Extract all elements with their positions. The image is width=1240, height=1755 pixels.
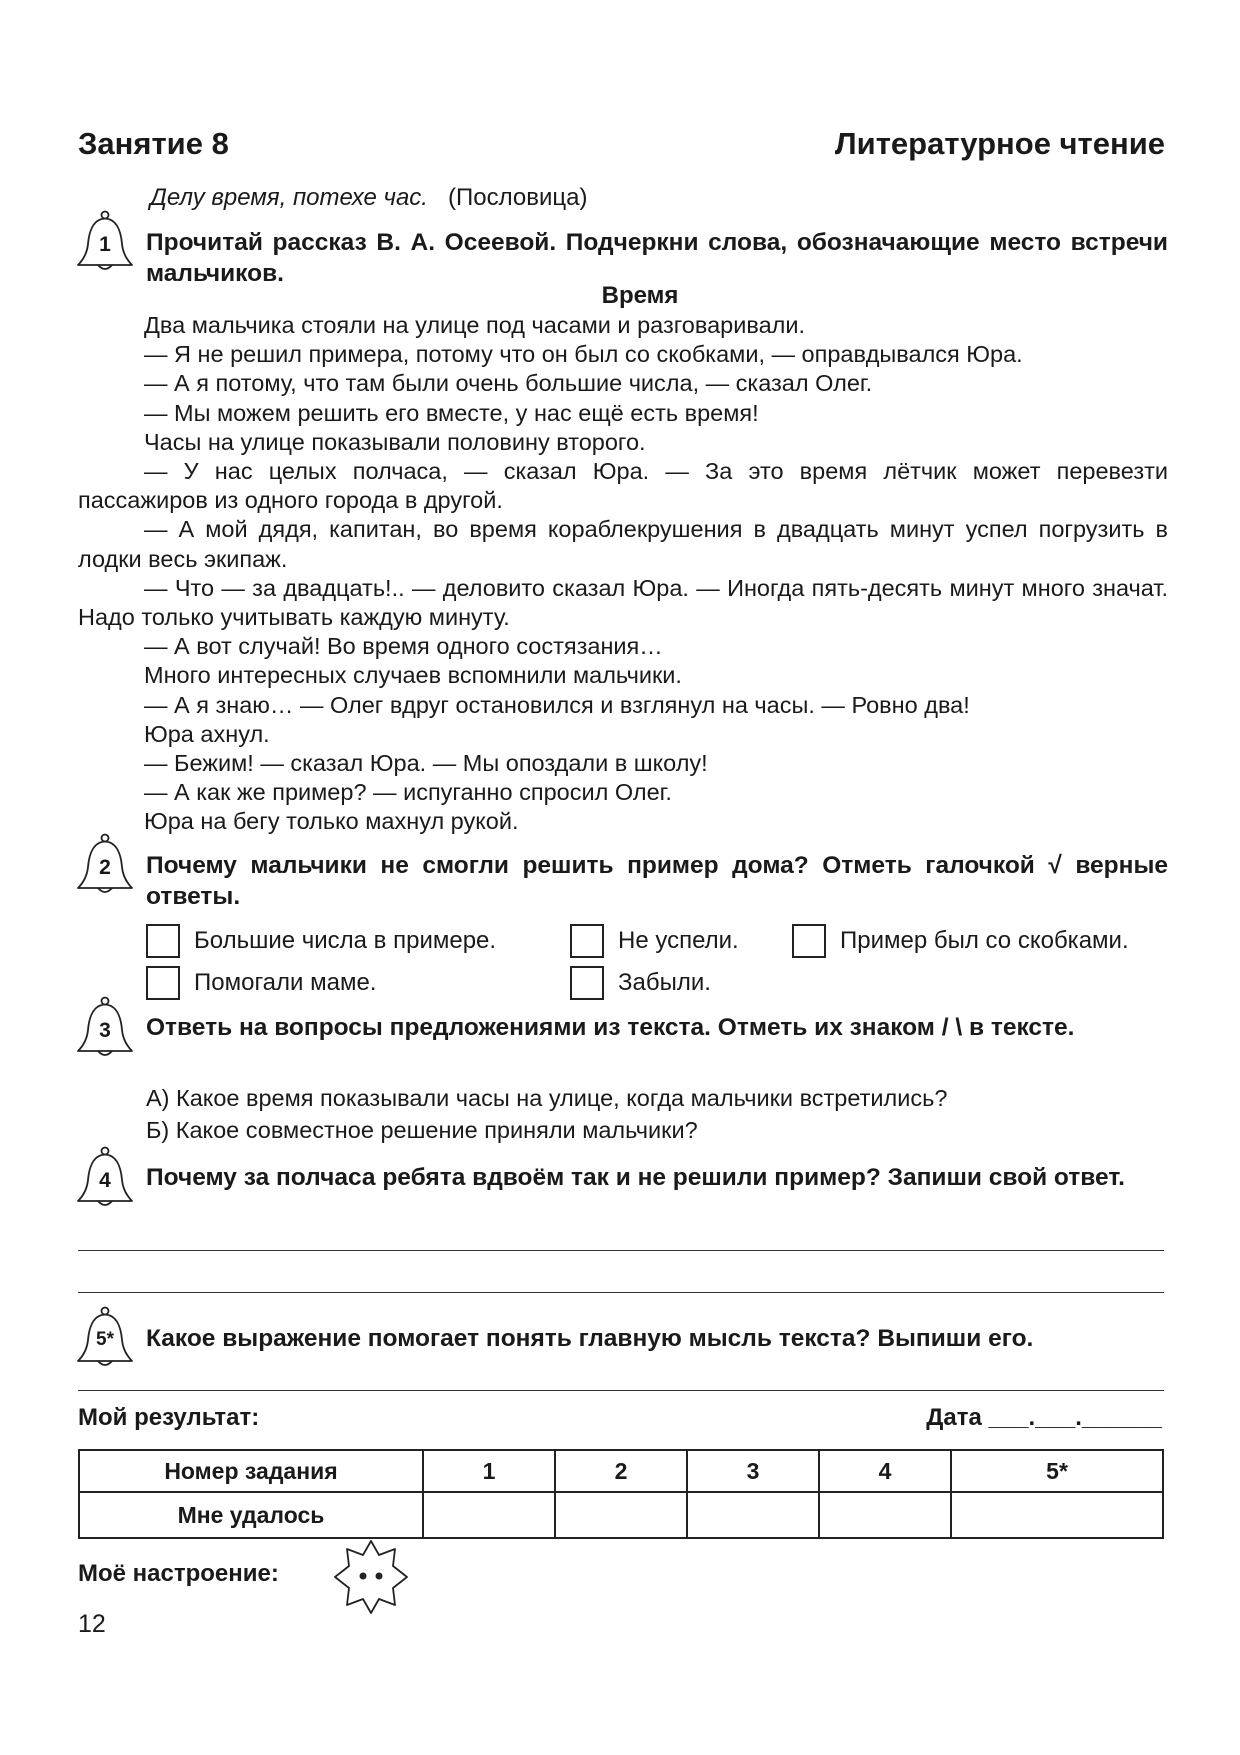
task-5-text: Какое выражение помогает понять главную мысль текста? Выпиши его. (146, 1325, 1034, 1352)
task-4-text: Почему за полчаса ребята вдвоём так и не решили пример? Запиши свой ответ. (146, 1164, 1125, 1191)
story-paragraph: Два мальчика стояли на улице под часами и разговаривали. (144, 312, 806, 338)
table-header-cell: 2 (555, 1450, 687, 1492)
story-paragraph: — А как же пример? — испуганно спросил Олег. (144, 779, 672, 806)
answer-line[interactable] (78, 1250, 1164, 1251)
story-paragraph: Юра на бегу только махнул рукой. (144, 808, 519, 835)
story-paragraph: — У нас целых полчаса, — сказал Юра. — За это время лётчик может перевезти пассажиров из одного города в другой. (78, 458, 1168, 514)
lesson-title: Занятие 8 (78, 126, 229, 161)
checkbox[interactable] (792, 924, 826, 958)
option-1[interactable]: Большие числа в примере. (146, 924, 496, 958)
question-b: Б) Какое совместное решение приняли мальчики? (146, 1117, 698, 1143)
story-paragraph: — А мой дядя, капитан, во время кораблекрушения в двадцать минут успел погрузить в лодки весь экипаж. (78, 516, 1168, 572)
task-3-number: 3 (75, 996, 135, 1067)
table-cell[interactable] (423, 1492, 555, 1538)
table-cell[interactable] (555, 1492, 687, 1538)
mood-star-icon[interactable] (332, 1538, 410, 1616)
table-cell[interactable] (951, 1492, 1163, 1538)
story-paragraph: — Что — за двадцать!.. — деловито сказал Юра. — Иногда пять-десять минут много значат. Надо только учитывать каждую минуту. (78, 574, 1168, 631)
story-paragraph: — А я потому, что там были очень большие числа, — сказал Олег. (144, 370, 873, 397)
table-row (79, 1492, 1163, 1538)
mood-label: Моё настроение: (78, 1560, 279, 1587)
table-row-label: Мне удалось (79, 1492, 423, 1538)
answer-line[interactable] (78, 1292, 1164, 1293)
task-2-text: Почему мальчики не смогли решить пример дома? Отметь галочкой √ верные ответы. (146, 852, 1168, 910)
checkbox[interactable] (146, 924, 180, 958)
checkbox[interactable] (570, 966, 604, 1000)
story-paragraph: Много интересных случаев вспомнили мальчики. (144, 662, 682, 689)
result-table (78, 1449, 1164, 1539)
proverb-source: (Пословица) (447, 184, 588, 211)
task-1-text: Прочитай рассказ В. А. Осеевой. Подчеркни слова, обозначающие место встречи мальчиков. (146, 229, 1168, 287)
task-5-number: 5* (75, 1306, 135, 1377)
table-header-cell: Номер задания (79, 1450, 423, 1492)
checkbox[interactable] (570, 924, 604, 958)
story-paragraph: — А я знаю… — Олег вдруг остановился и взглянул на часы. — Ровно два! (144, 691, 970, 718)
option-4[interactable]: Помогали маме. (146, 966, 376, 1000)
question-a: А) Какое время показывали часы на улице, когда мальчики встретились? (146, 1085, 948, 1111)
proverb (150, 184, 587, 212)
table-header-cell: 5* (951, 1450, 1163, 1492)
checkbox[interactable] (146, 966, 180, 1000)
task-1-number: 1 (75, 210, 135, 281)
option-3[interactable]: Пример был со скобками. (792, 924, 1129, 958)
story-paragraph: — А вот случай! Во время одного состязания… (144, 633, 663, 660)
table-header-cell: 3 (687, 1450, 819, 1492)
date-field[interactable]: Дата ___.___.______ (926, 1404, 1162, 1431)
story-paragraph: — Я не решил примера, потому что он был со скобками, — оправдывался Юра. (144, 341, 1023, 368)
story-paragraph: — Бежим! — сказал Юра. — Мы опоздали в школу! (144, 750, 708, 777)
task-4-number: 4 (75, 1146, 135, 1217)
table-cell[interactable] (819, 1492, 951, 1538)
option-2[interactable]: Не успели. (570, 924, 739, 958)
story-paragraph: Часы на улице показывали половину второго. (144, 428, 646, 455)
table-header-cell: 1 (423, 1450, 555, 1492)
option-5[interactable]: Забыли. (570, 966, 711, 1000)
story-text (78, 311, 1168, 837)
story-paragraph: Юра ахнул. (144, 720, 270, 747)
table-cell[interactable] (687, 1492, 819, 1538)
proverb-text: Делу время, потехе час. (150, 184, 428, 211)
task-2-number: 2 (75, 833, 135, 904)
answer-line[interactable] (78, 1390, 1164, 1391)
story-title: Время (601, 282, 679, 309)
story-paragraph: — Мы можем решить его вместе, у нас ещё есть время! (144, 399, 759, 426)
table-header-cell: 4 (819, 1450, 951, 1492)
page-number: 12 (78, 1610, 106, 1638)
subject-title: Литературное чтение (834, 126, 1165, 161)
table-row (79, 1450, 1163, 1492)
task-3-text: Ответь на вопросы предложениями из текста. Отметь их знаком / \ в тексте. (146, 1014, 1075, 1041)
result-label: Мой результат: (78, 1404, 260, 1431)
